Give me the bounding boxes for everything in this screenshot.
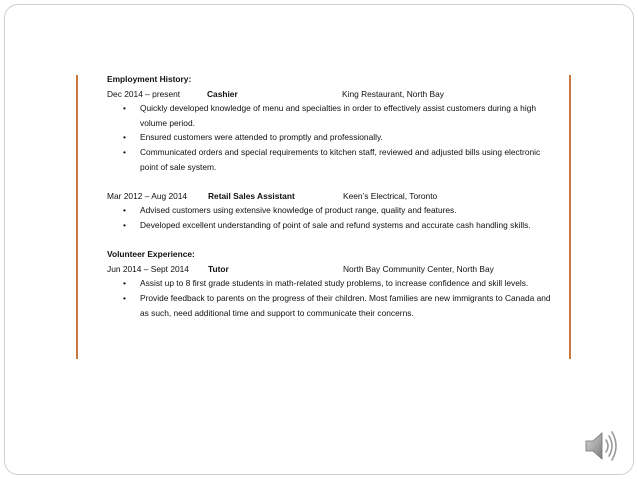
list-item: [107, 101, 557, 130]
list-item: [107, 203, 557, 218]
bullet-icon: •: [123, 205, 126, 216]
bullet-icon: •: [123, 132, 126, 143]
list-item: [107, 291, 557, 320]
job-header: [107, 189, 557, 204]
job-role: Retail Sales Assistant: [208, 190, 295, 201]
volunteer-title: Volunteer Experience:: [107, 249, 195, 260]
job-entry: [107, 189, 557, 233]
job-dates: Jun 2014 – Sept 2014: [107, 263, 189, 274]
job-org: Keen’s Electrical, Toronto: [343, 190, 438, 201]
right-rule: [569, 75, 571, 359]
bullet-icon: •: [123, 103, 126, 114]
job-dates: Dec 2014 – present: [107, 88, 181, 99]
job-entry: [107, 87, 557, 175]
bullet-icon: •: [123, 219, 126, 230]
bullet-icon: •: [123, 292, 126, 303]
job-role: Cashier: [207, 88, 238, 99]
job-bullets: [107, 203, 557, 232]
bullet-text: Ensured customers were attended to promptly and professionally.: [140, 132, 383, 143]
job-org: King Restaurant, North Bay: [342, 88, 444, 99]
bullet-text: Assist up to 8 first grade students in math-related study problems, to increase confidence and skill levels.: [140, 278, 529, 289]
list-item: [107, 276, 557, 291]
left-rule: [76, 75, 78, 359]
job-org: North Bay Community Center, North Bay: [343, 263, 494, 274]
job-bullets: [107, 101, 557, 174]
bullet-text: Quickly developed knowledge of menu and specialties in order to effectively assist customers during a high volume period.: [140, 103, 537, 128]
bullet-text: Advised customers using extensive knowledge of product range, quality and features.: [140, 205, 457, 216]
list-item: [107, 218, 557, 233]
job-header: [107, 87, 557, 102]
bullet-text: Developed excellent understanding of point of sale and refund systems and accurate cash handling skills.: [140, 219, 531, 230]
job-entry: [107, 262, 557, 320]
bullet-icon: •: [123, 146, 126, 157]
job-dates: Mar 2012 – Aug 2014: [107, 190, 188, 201]
bullet-text: Communicated orders and special requirements to kitchen staff, reviewed and adjusted bills using electronic point of sale system.: [140, 146, 541, 172]
job-bullets: [107, 276, 557, 320]
job-header: [107, 262, 557, 277]
employment-title: Employment History:: [107, 74, 192, 84]
bullet-text: Provide feedback to parents on the progress of their children. Most families are new immigrants to Canada and as such, need additional time and support to communicate their concerns.: [140, 292, 551, 318]
list-item: [107, 130, 557, 145]
bullet-icon: •: [123, 278, 126, 289]
list-item: [107, 145, 557, 174]
resume-content: [107, 72, 557, 320]
speaker-icon[interactable]: [580, 426, 620, 466]
job-role: Tutor: [208, 263, 229, 274]
